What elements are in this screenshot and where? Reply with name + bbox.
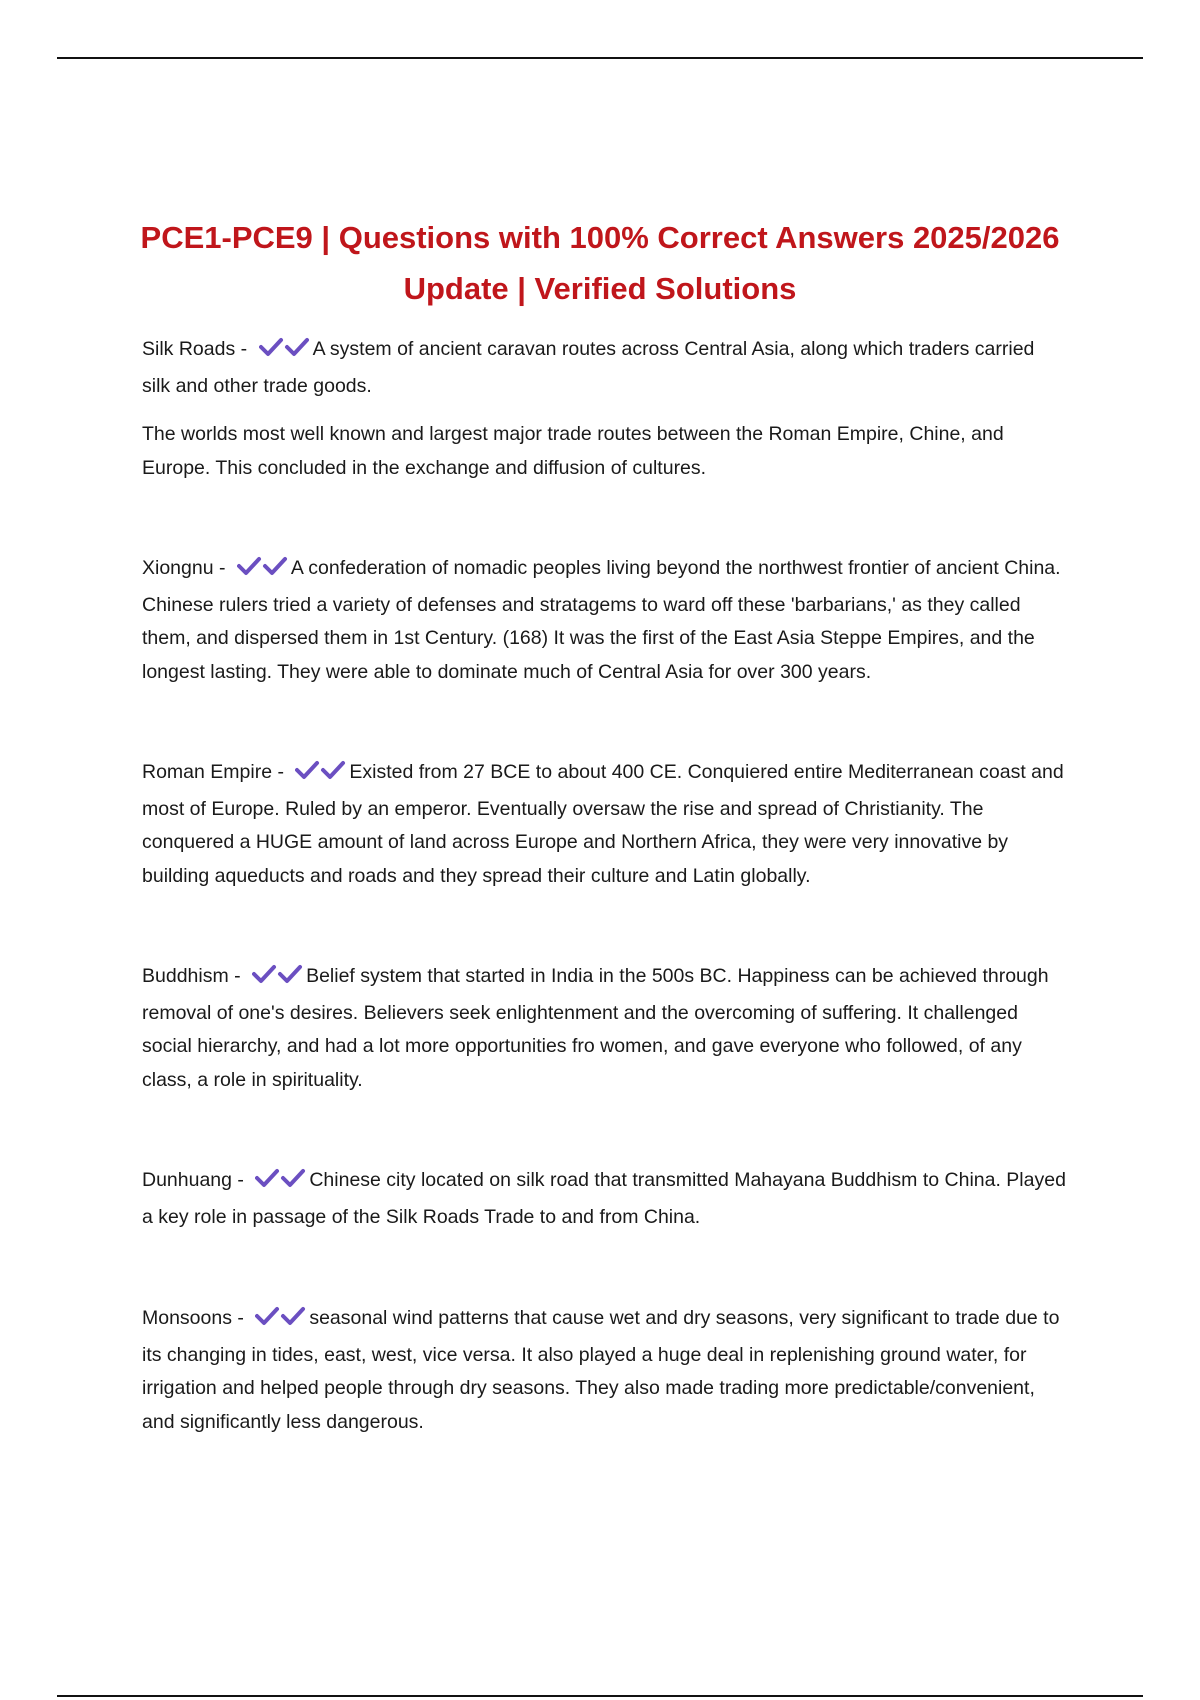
title-line-2: Update | Verified Solutions: [403, 271, 797, 306]
entry-definition: Belief system that started in India in the 500s BC. Happiness can be achieved through removal of one's desires. Believers seek enlightenment and the overcoming of suffering. It challenged social hierarchy, and had a lot more opportunities fro women, and gave everyone who followed, of any class, a role in spirituality.: [142, 965, 1049, 1091]
entry-paragraph: [142, 960, 1067, 1097]
entry-separator: -: [232, 1169, 250, 1191]
entry-term: Silk Roads: [142, 338, 236, 360]
double-check-icon: [255, 1305, 307, 1339]
entry-definition: seasonal wind patterns that cause wet and dry seasons, very significant to trade due to its changing in tides, east, west, vice versa. It also played a huge deal in replenishing ground water, for irrigation and helped people through dry seasons. They also made trading more predictable/convenient, and significantly less dangerous.: [142, 1307, 1060, 1433]
entry-extra-paragraph: The worlds most well known and largest major trade routes between the Roman Empire, Chine, and Europe. This concluded in the exchange and diffusion of cultures.: [142, 423, 1004, 479]
entry-monsoons: [142, 1302, 1067, 1439]
entry-definition: Existed from 27 BCE to about 400 CE. Conquiered entire Mediterranean coast and most of Europe. Ruled by an emperor. Eventually oversaw the rise and spread of Christianity. The conquered a HUGE amount of land across Europe and Northern Africa, they were very innovative by building aqueducts and roads and they spread their culture and Latin globally.: [142, 761, 1064, 887]
entry-roman-empire: [142, 756, 1067, 893]
entry-term: Roman Empire: [142, 761, 273, 783]
title-line-1: PCE1-PCE9 | Questions with 100% Correct Answers 2025/2026: [140, 220, 1060, 255]
entry-paragraph: [142, 756, 1067, 893]
double-check-icon: [295, 759, 347, 793]
entry-buddhism: [142, 960, 1067, 1097]
entry-separator: -: [272, 761, 290, 783]
double-check-icon: [252, 963, 304, 997]
entry-dunhuang: [142, 1164, 1067, 1234]
footer-rule: [57, 1695, 1143, 1697]
entry-definition: A confederation of nomadic peoples living beyond the northwest frontier of ancient China. Chinese rulers tried a variety of defenses and stratagems to ward off these 'barbarians,' as they called them, and dispersed them in 1st Century. (168) It was the first of the East Asia Steppe Empires, and the longest lasting. They were able to dominate much of Central Asia for over 300 years.: [142, 557, 1061, 683]
entry-paragraph: [142, 1302, 1067, 1439]
double-check-icon: [255, 1167, 307, 1201]
document-body: [142, 333, 1067, 1439]
entry-definition: Chinese city located on silk road that transmitted Mahayana Buddhism to China. Played a key role in passage of the Silk Roads Trade to and from China.: [142, 1169, 1066, 1228]
double-check-icon: [259, 336, 311, 370]
double-check-icon: [237, 555, 289, 589]
entry-separator: -: [235, 338, 253, 360]
entry-term: Xiongnu: [142, 557, 214, 579]
entry-definition: A system of ancient caravan routes across Central Asia, along which traders carried silk and other trade goods.: [142, 338, 1035, 397]
entry-paragraph: [142, 1164, 1067, 1234]
entry-separator: -: [231, 1307, 250, 1329]
entry-paragraph: [142, 333, 1067, 403]
entry-separator: -: [228, 965, 247, 987]
entry-separator: -: [213, 557, 231, 579]
entry-term: Buddhism: [142, 965, 229, 987]
entry-silk-roads: [142, 333, 1067, 485]
entry-term: Dunhuang: [142, 1169, 232, 1191]
header-rule: [57, 57, 1143, 59]
entry-term: Monsoons: [142, 1307, 232, 1329]
document-title: [120, 212, 1080, 314]
entry-paragraph: [142, 552, 1067, 689]
entry-xiongnu: [142, 552, 1067, 689]
